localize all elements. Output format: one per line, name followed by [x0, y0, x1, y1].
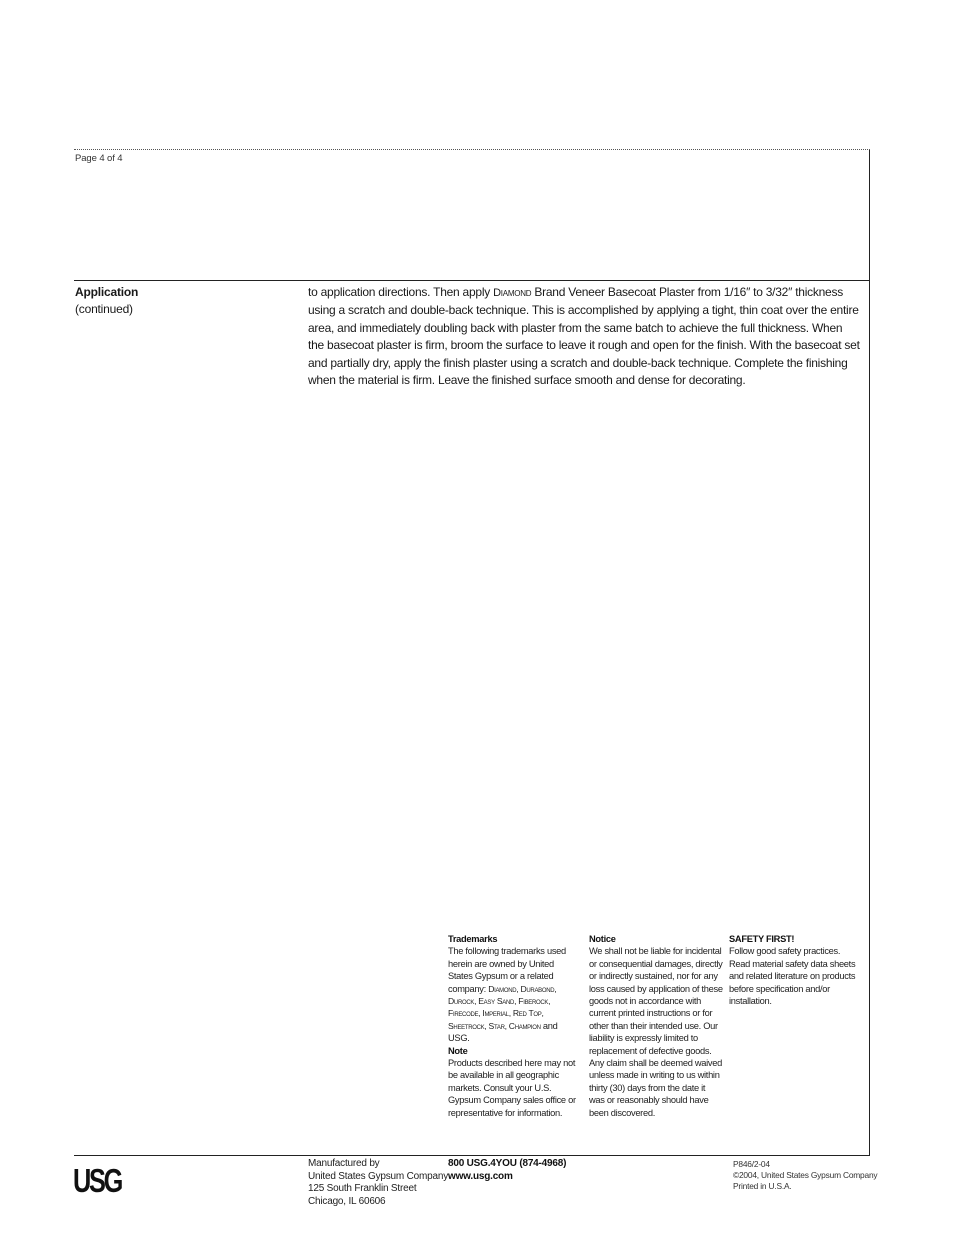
trademarks-list: Diamond, Durabond, Durock, Easy Sand, Fiberock, Firecode, Imperial, Red Top, Sheetrock, Star, Champion	[448, 983, 557, 1031]
safety-heading: SAFETY FIRST!	[729, 934, 795, 944]
notice-heading: Notice	[589, 934, 616, 944]
manufacturer-address	[308, 1158, 448, 1208]
manufacturer-line3: 125 South Franklin Street	[308, 1183, 417, 1195]
notice-column	[589, 933, 723, 1119]
body-text-part2: Brand Veneer Basecoat Plaster from 1/16″ to 3/32″ thickness using a scratch and double-back technique. This is accomplished by applying a tight, thin coat over the entire area, and immediately doubling back with plaster from the same batch to achieve the full thickness. When the basecoat plaster is firm, broom the surface to leave it rough and open for the finish. With the basecoat set and partially dry, apply the finish plaster using a scratch and double-back technique. Complete the finishing when the material is firm. Leave the finished surface smooth and dense for decorating.	[308, 285, 860, 388]
trademarks-column	[448, 933, 580, 1119]
printed-in: Printed in U.S.A.	[733, 1181, 792, 1191]
copyright: ©2004, United States Gypsum Company	[733, 1170, 878, 1180]
usg-logo	[73, 1158, 123, 1198]
document-code: P846/2-04	[733, 1159, 770, 1169]
manufacturer-line2: United States Gypsum Company	[308, 1170, 449, 1182]
section-title: Application	[75, 285, 139, 299]
usg-logo-text: USG	[73, 1162, 123, 1199]
manufacturer-line1: Manufactured by	[308, 1158, 380, 1169]
document-info	[733, 1159, 877, 1192]
right-margin-rule	[869, 150, 870, 1156]
section-body	[308, 284, 860, 389]
safety-column	[729, 933, 861, 1007]
manufacturer-line4: Chicago, IL 60606	[308, 1195, 386, 1207]
section-rule	[74, 280, 870, 281]
trademarks-intro: The following trademarks used herein are owned by United States Gypsum or a related company:	[448, 946, 566, 994]
safety-text: Follow good safety practices. Read material safety data sheets and related literature on products before specification and/or installation.	[729, 946, 856, 1007]
note-heading: Note	[448, 1045, 468, 1056]
footer-rule	[74, 1155, 870, 1156]
contact-info	[448, 1158, 566, 1183]
notice-text: We shall not be liable for incidental or consequential damages, directly or indirectly sustained, nor for any loss caused by application of these goods not in accordance with current printed instructions or for other than their intended use. Our liability is expressly limited to replacement of defective goods. Any claim shall be deemed waived unless made in writing to us within thirty (30) days from the date it was or reasonably should have been discovered.	[589, 946, 723, 1118]
page-number: Page 4 of 4	[75, 153, 123, 164]
diamond-trademark: Diamond	[493, 287, 532, 299]
phone-number: 800 USG.4YOU (874-4968)	[448, 1158, 567, 1169]
trademarks-heading: Trademarks	[448, 934, 498, 944]
header-dotted-rule	[74, 149, 870, 150]
website-link[interactable]: www.usg.com	[448, 1170, 513, 1182]
trademarks-outro: and USG.	[448, 1020, 558, 1044]
note-text: Products described here may not be available in all geographic markets. Consult your U.S. Gypsum Company sales office or representative for information.	[448, 1058, 576, 1118]
section-subtitle: (continued)	[75, 302, 133, 316]
body-text-part1: to application directions. Then apply	[308, 285, 494, 299]
